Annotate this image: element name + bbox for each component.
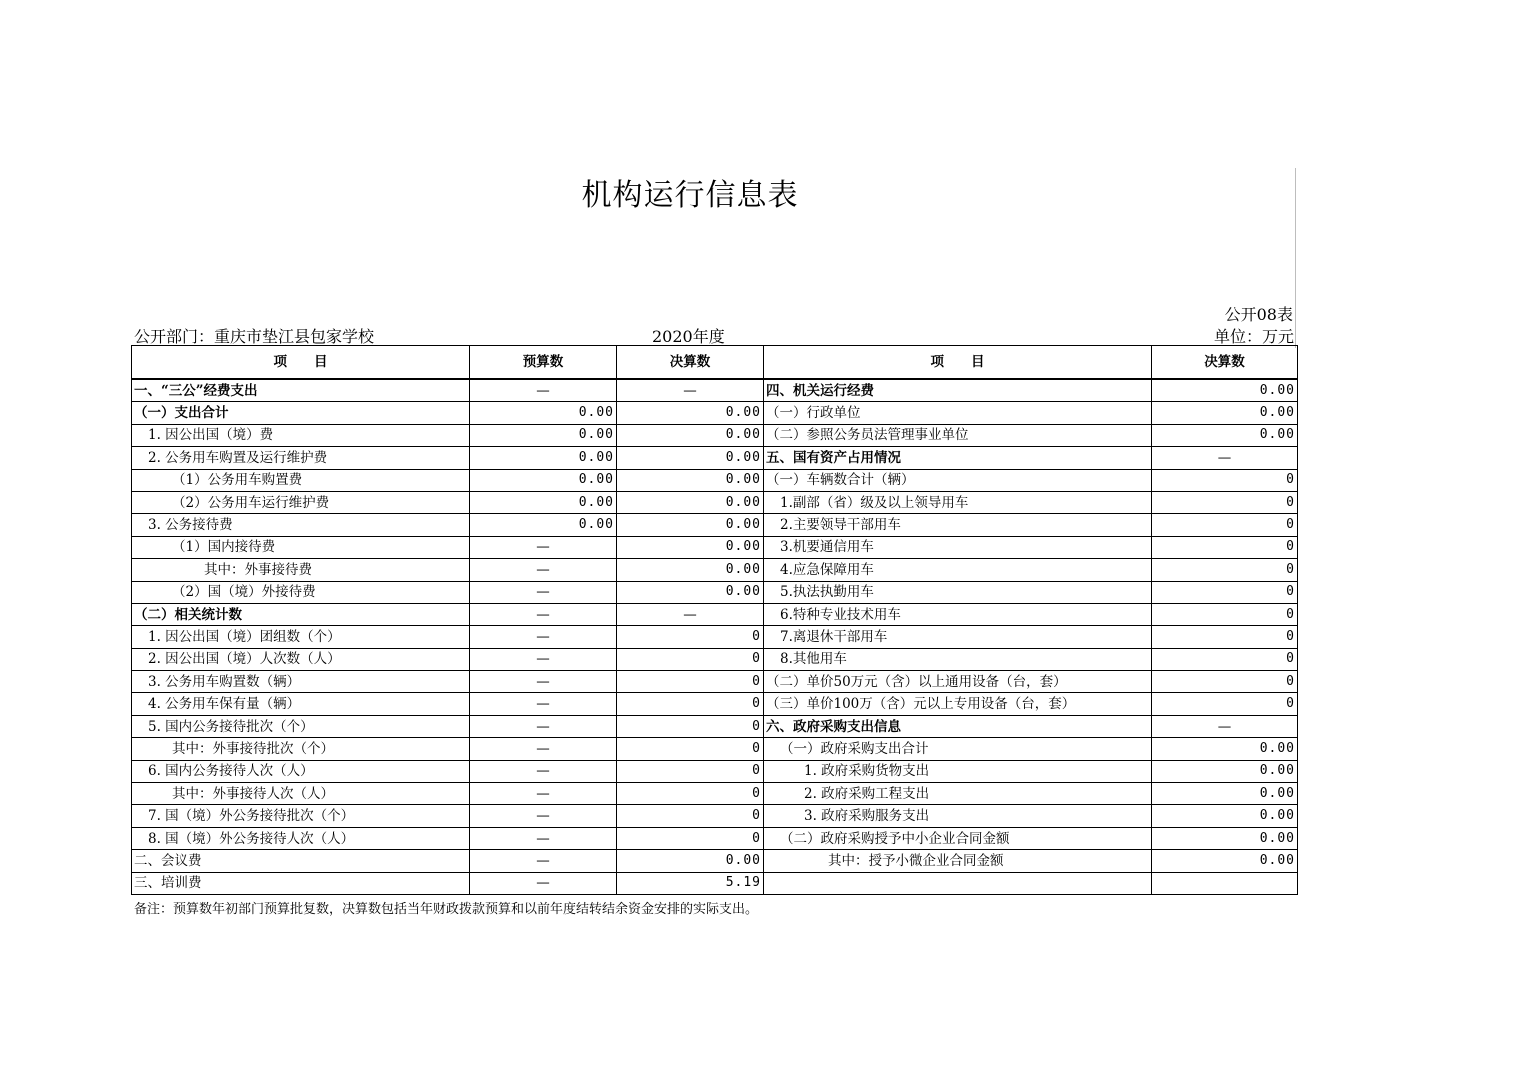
cell-budget: 0.00 — [470, 514, 617, 536]
cell-final: — — [617, 603, 764, 625]
cell-final: 0.00 — [617, 402, 764, 424]
cell-item: 1. 因公出国（境）团组数（个） — [132, 626, 470, 648]
cell-final-right: 0 — [1152, 693, 1298, 715]
year-label: 2020年度 — [652, 327, 725, 346]
cell-item: 三、培训费 — [132, 872, 470, 894]
cell-item-right: 2. 政府采购工程支出 — [764, 783, 1152, 805]
cell-final: 0 — [617, 671, 764, 693]
cell-item: 2. 因公出国（境）人次数（人） — [132, 648, 470, 670]
cell-budget: 0.00 — [470, 424, 617, 446]
cell-item-right: 四、机关运行经费 — [764, 379, 1152, 402]
table-row — [132, 402, 1298, 424]
cell-final: 5.19 — [617, 872, 764, 894]
cell-final-right: 0 — [1152, 671, 1298, 693]
cell-final: 0.00 — [617, 536, 764, 558]
cell-final: 0 — [617, 738, 764, 760]
cell-budget: 0.00 — [470, 469, 617, 491]
header-budget: 预算数 — [470, 346, 617, 380]
header-item-right: 项 目 — [764, 346, 1152, 380]
table-row — [132, 715, 1298, 737]
cell-item: 8. 国（境）外公务接待人次（人） — [132, 827, 470, 849]
cell-final: 0.00 — [617, 514, 764, 536]
table-row — [132, 827, 1298, 849]
cell-budget: — — [470, 805, 617, 827]
cell-item: 1. 因公出国（境）费 — [132, 424, 470, 446]
table-row — [132, 603, 1298, 625]
cell-final-right: 0 — [1152, 559, 1298, 581]
cell-budget: — — [470, 693, 617, 715]
table-row — [132, 872, 1298, 894]
cell-item-right: 5.执法执勤用车 — [764, 581, 1152, 603]
cell-budget: — — [470, 648, 617, 670]
cell-item: 4. 公务用车保有量（辆） — [132, 693, 470, 715]
table-row — [132, 648, 1298, 670]
cell-item: 6. 国内公务接待人次（人） — [132, 760, 470, 782]
cell-final-right: 0.00 — [1152, 827, 1298, 849]
cell-item-right: 2.主要领导干部用车 — [764, 514, 1152, 536]
unit-label: 单位：万元 — [1213, 327, 1294, 346]
cell-final-right: 0 — [1152, 491, 1298, 513]
cell-item-right: （二）参照公务员法管理事业单位 — [764, 424, 1152, 446]
cell-item-right: （二）政府采购授予中小企业合同金额 — [764, 827, 1152, 849]
table-row — [132, 760, 1298, 782]
cell-final: 0.00 — [617, 469, 764, 491]
cell-item: （1）公务用车购置费 — [132, 469, 470, 491]
cell-final-right: 0 — [1152, 581, 1298, 603]
cell-final-right: 0.00 — [1152, 850, 1298, 872]
cell-item: 3. 公务接待费 — [132, 514, 470, 536]
cell-item: 二、会议费 — [132, 850, 470, 872]
cell-final: 0 — [617, 626, 764, 648]
cell-item: 7. 国（境）外公务接待批次（个） — [132, 805, 470, 827]
cell-item-right: 其中：授予小微企业合同金额 — [764, 850, 1152, 872]
cell-item: 3. 公务用车购置数（辆） — [132, 671, 470, 693]
meta-row — [132, 324, 1296, 344]
table-row — [132, 738, 1298, 760]
table-row — [132, 805, 1298, 827]
cell-final-right: 0 — [1152, 626, 1298, 648]
form-number: 公开08表 — [1224, 305, 1293, 324]
cell-final: 0 — [617, 648, 764, 670]
cell-budget: — — [470, 850, 617, 872]
cell-item-right: 8.其他用车 — [764, 648, 1152, 670]
cell-final-right: 0.00 — [1152, 783, 1298, 805]
header-final-right: 决算数 — [1152, 346, 1298, 380]
cell-item: （一）支出合计 — [132, 402, 470, 424]
cell-final-right: 0.00 — [1152, 738, 1298, 760]
cell-final: 0 — [617, 805, 764, 827]
table-row — [132, 671, 1298, 693]
cell-item-right: （二）单价50万元（含）以上通用设备（台，套） — [764, 671, 1152, 693]
cell-item: （2）公务用车运行维护费 — [132, 491, 470, 513]
cell-final: 0.00 — [617, 447, 764, 469]
cell-item: 其中：外事接待人次（人） — [132, 783, 470, 805]
cell-final-right: 0 — [1152, 514, 1298, 536]
table-row — [132, 581, 1298, 603]
table-row — [132, 850, 1298, 872]
cell-budget: — — [470, 671, 617, 693]
cell-final-right: 0 — [1152, 648, 1298, 670]
cell-final: 0.00 — [617, 581, 764, 603]
cell-final-right: 0 — [1152, 536, 1298, 558]
cell-item-right: 1. 政府采购货物支出 — [764, 760, 1152, 782]
cell-final: 0.00 — [617, 491, 764, 513]
cell-item-right: 7.离退休干部用车 — [764, 626, 1152, 648]
cell-budget: 0.00 — [470, 491, 617, 513]
cell-final-right: 0.00 — [1152, 760, 1298, 782]
table-row — [132, 536, 1298, 558]
cell-final-right: 0.00 — [1152, 424, 1298, 446]
table-row — [132, 491, 1298, 513]
cell-budget: — — [470, 783, 617, 805]
department-label: 公开部门：重庆市垫江县包家学校 — [134, 327, 375, 346]
cell-item: 一、“三公”经费支出 — [132, 379, 470, 402]
header-item: 项 目 — [132, 346, 470, 380]
cell-item: （二）相关统计数 — [132, 603, 470, 625]
cell-item-right: （一）政府采购支出合计 — [764, 738, 1152, 760]
cell-final: 0 — [617, 783, 764, 805]
cell-item-right: 3. 政府采购服务支出 — [764, 805, 1152, 827]
cell-budget: 0.00 — [470, 447, 617, 469]
table-row — [132, 693, 1298, 715]
cell-item-right: 3.机要通信用车 — [764, 536, 1152, 558]
cell-final: 0.00 — [617, 424, 764, 446]
cell-item-right: （一）车辆数合计（辆） — [764, 469, 1152, 491]
cell-item: 5. 国内公务接待批次（个） — [132, 715, 470, 737]
cell-budget: — — [470, 603, 617, 625]
table-row — [132, 469, 1298, 491]
footnote: 备注：预算数年初部门预算批复数，决算数包括当年财政拨款预算和以前年度结转结余资金安排的实际支出。 — [134, 902, 759, 917]
cell-item: 其中：外事接待批次（个） — [132, 738, 470, 760]
cell-final-right: — — [1152, 447, 1298, 469]
table-row — [132, 379, 1298, 402]
cell-final-right: 0.00 — [1152, 402, 1298, 424]
cell-budget: — — [470, 872, 617, 894]
cell-item: （1）国内接待费 — [132, 536, 470, 558]
cell-budget: — — [470, 738, 617, 760]
page-title: 机构运行信息表 — [581, 178, 799, 213]
cell-item-right: （一）行政单位 — [764, 402, 1152, 424]
cell-item-right: 六、政府采购支出信息 — [764, 715, 1152, 737]
table-row — [132, 559, 1298, 581]
cell-item-right: （三）单价100万（含）元以上专用设备（台，套） — [764, 693, 1152, 715]
table-row — [132, 514, 1298, 536]
cell-budget: — — [470, 379, 617, 402]
cell-final-right: — — [1152, 715, 1298, 737]
cell-item-right — [764, 872, 1152, 894]
cell-budget: — — [470, 760, 617, 782]
cell-final-right: 0.00 — [1152, 379, 1298, 402]
cell-budget: — — [470, 536, 617, 558]
cell-budget: — — [470, 715, 617, 737]
table-row — [132, 783, 1298, 805]
cell-budget: — — [470, 626, 617, 648]
cell-final: 0 — [617, 760, 764, 782]
cell-item-right: 五、国有资产占用情况 — [764, 447, 1152, 469]
cell-item-right: 1.副部（省）级及以上领导用车 — [764, 491, 1152, 513]
cell-item: （2）国（境）外接待费 — [132, 581, 470, 603]
table-row — [132, 626, 1298, 648]
cell-item-right: 6.特种专业技术用车 — [764, 603, 1152, 625]
cell-item: 2. 公务用车购置及运行维护费 — [132, 447, 470, 469]
header-final: 决算数 — [617, 346, 764, 380]
cell-budget: — — [470, 559, 617, 581]
cell-final: 0.00 — [617, 850, 764, 872]
info-table — [131, 345, 1298, 895]
cell-final: 0.00 — [617, 559, 764, 581]
table-header-row — [132, 346, 1298, 380]
cell-final-right: 0 — [1152, 603, 1298, 625]
cell-final: 0 — [617, 715, 764, 737]
table-row — [132, 447, 1298, 469]
cell-final-right: 0.00 — [1152, 805, 1298, 827]
cell-final: — — [617, 379, 764, 402]
cell-budget: 0.00 — [470, 402, 617, 424]
cell-budget: — — [470, 581, 617, 603]
cell-item-right: 4.应急保障用车 — [764, 559, 1152, 581]
cell-final: 0 — [617, 693, 764, 715]
table-row — [132, 424, 1298, 446]
cell-final: 0 — [617, 827, 764, 849]
cell-item: 其中：外事接待费 — [132, 559, 470, 581]
cell-final-right — [1152, 872, 1298, 894]
cell-final-right: 0 — [1152, 469, 1298, 491]
cell-budget: — — [470, 827, 617, 849]
